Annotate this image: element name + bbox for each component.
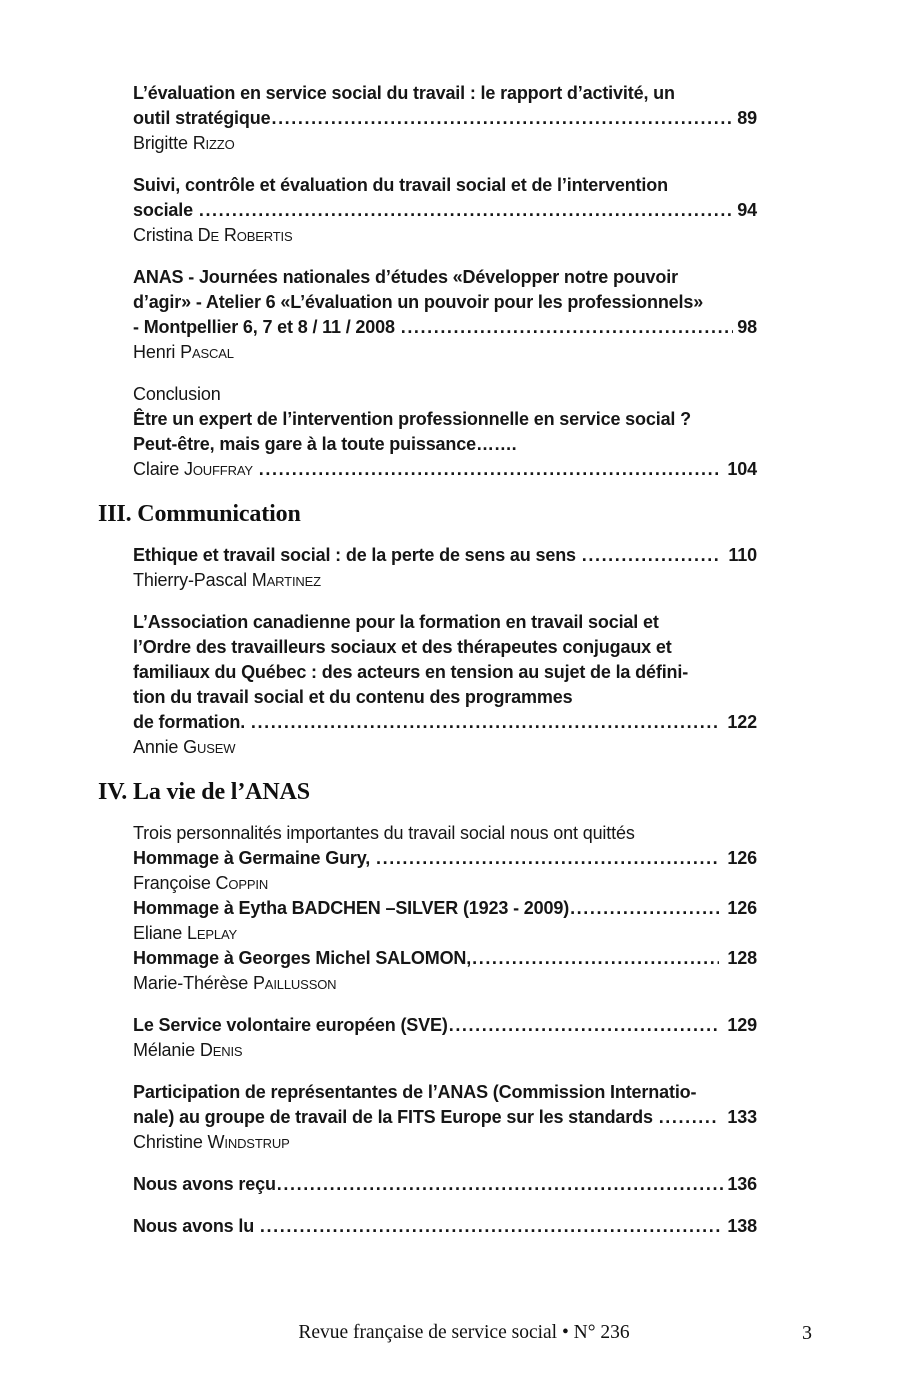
line-text: L’évaluation en service social du travail : le rapport d’activité, un bbox=[133, 83, 675, 103]
toc-title-line bbox=[133, 946, 757, 971]
toc-entry bbox=[133, 1214, 757, 1239]
toc-entry bbox=[133, 382, 757, 482]
toc-entry bbox=[133, 81, 757, 156]
toc-entry bbox=[133, 265, 757, 365]
dot-leader bbox=[401, 315, 734, 340]
toc-title-line bbox=[133, 1013, 757, 1038]
line-text: Marie-Thérèse Paillusson bbox=[133, 973, 337, 993]
toc-plain-line bbox=[133, 131, 757, 156]
toc-entry bbox=[133, 821, 757, 996]
line-text: familiaux du Québec : des acteurs en tension au sujet de la défini- bbox=[133, 662, 689, 682]
dot-leader bbox=[449, 1013, 719, 1038]
section-heading: IV. La vie de l’ANAS bbox=[98, 779, 310, 805]
page-number: 126 bbox=[722, 848, 757, 868]
toc-title-line bbox=[133, 81, 757, 106]
line-text: Françoise Coppin bbox=[133, 873, 269, 893]
dot-leader bbox=[582, 543, 720, 568]
line-text: Ethique et travail social : de la perte de sens au sens bbox=[133, 545, 581, 565]
line-text: Suivi, contrôle et évaluation du travail social et de l’intervention bbox=[133, 175, 668, 195]
toc-title-line bbox=[133, 896, 757, 921]
line-text: Henri Pascal bbox=[133, 342, 234, 362]
page-number: 94 bbox=[737, 200, 757, 220]
toc-title-line bbox=[133, 315, 757, 340]
page-number: 126 bbox=[727, 898, 757, 918]
toc-title-line bbox=[133, 635, 757, 660]
page-number: 129 bbox=[722, 1015, 757, 1035]
line-text: sociale bbox=[133, 200, 198, 220]
toc-title-line bbox=[133, 543, 757, 568]
line-text: Nous avons lu bbox=[133, 1216, 259, 1236]
toc-title-line bbox=[133, 1105, 757, 1130]
line-text: Mélanie Denis bbox=[133, 1040, 243, 1060]
toc bbox=[98, 81, 757, 1256]
line-text: tion du travail social et du contenu des programmes bbox=[133, 687, 573, 707]
toc-title-line bbox=[133, 106, 757, 131]
toc-title-line bbox=[133, 290, 757, 315]
line-text: Être un expert de l’intervention professionnelle en service social ? bbox=[133, 409, 691, 429]
dot-leader bbox=[259, 457, 719, 482]
dot-leader bbox=[659, 1105, 719, 1130]
page-number: 98 bbox=[737, 317, 757, 337]
page-number: 128 bbox=[722, 948, 757, 968]
line-text: Trois personnalités importantes du travail social nous ont quittés bbox=[133, 823, 635, 843]
page-number: 122 bbox=[722, 712, 757, 732]
line-text: Thierry-Pascal Martinez bbox=[133, 570, 321, 590]
dot-leader bbox=[199, 198, 733, 223]
page-number: 89 bbox=[737, 108, 757, 128]
toc-entry bbox=[133, 1080, 757, 1155]
line-text: Eliane Leplay bbox=[133, 923, 238, 943]
toc-plain-line bbox=[133, 1130, 757, 1155]
toc-entry bbox=[133, 173, 757, 248]
dot-leader bbox=[260, 1214, 723, 1239]
toc-title-line bbox=[133, 265, 757, 290]
toc-plain-line bbox=[133, 457, 757, 482]
dot-leader bbox=[376, 846, 719, 871]
page-number: 133 bbox=[722, 1107, 757, 1127]
dot-leader bbox=[570, 896, 723, 921]
page-number: 104 bbox=[722, 459, 757, 479]
dot-leader bbox=[271, 106, 733, 131]
toc-plain-line bbox=[133, 971, 757, 996]
toc-plain-line bbox=[133, 223, 757, 248]
line-text: Annie Gusew bbox=[133, 737, 236, 757]
toc-title-line bbox=[133, 173, 757, 198]
line-text: Hommage à Georges Michel SALOMON, bbox=[133, 948, 472, 968]
line-text: Participation de représentantes de l’ANAS (Commission Internatio- bbox=[133, 1082, 697, 1102]
line-text: - Montpellier 6, 7 et 8 / 11 / 2008 bbox=[133, 317, 400, 337]
toc-plain-line bbox=[133, 1038, 757, 1063]
line-text: Claire Jouffray bbox=[133, 459, 253, 479]
toc-title-line bbox=[133, 846, 757, 871]
toc-entry bbox=[133, 543, 757, 593]
toc-entry bbox=[133, 1172, 757, 1197]
line-text: de formation. bbox=[133, 712, 250, 732]
line-text: Conclusion bbox=[133, 384, 221, 404]
line-text: Cristina De Robertis bbox=[133, 225, 293, 245]
line-text: Le Service volontaire européen (SVE) bbox=[133, 1015, 448, 1035]
journal-title: Revue française de service social • N° 236 bbox=[298, 1322, 630, 1343]
line-text: ANAS - Journées nationales d’études «Développer notre pouvoir bbox=[133, 267, 678, 287]
line-text: nale) au groupe de travail de la FITS Europe sur les standards bbox=[133, 1107, 658, 1127]
toc-plain-line bbox=[133, 821, 757, 846]
toc-plain-line bbox=[133, 921, 757, 946]
toc-plain-line bbox=[133, 735, 757, 760]
toc-plain-line bbox=[133, 871, 757, 896]
page-number: 110 bbox=[723, 545, 757, 565]
line-text: d’agir» - Atelier 6 «L’évaluation un pouvoir pour les professionnels» bbox=[133, 292, 704, 312]
toc-title-line bbox=[133, 1172, 757, 1197]
line-text: Brigitte Rizzo bbox=[133, 133, 235, 153]
toc-title-line bbox=[133, 685, 757, 710]
line-text: Hommage à Germaine Gury, bbox=[133, 848, 376, 868]
toc-title-line bbox=[133, 1080, 757, 1105]
toc-title-line bbox=[133, 660, 757, 685]
page-footer bbox=[0, 1322, 916, 1344]
line-text: Peut-être, mais gare à la toute puissance……. bbox=[133, 434, 517, 454]
toc-title-line bbox=[133, 198, 757, 223]
toc-title-line bbox=[133, 407, 757, 432]
line-text: Christine Windstrup bbox=[133, 1132, 290, 1152]
page-number: 136 bbox=[727, 1174, 757, 1194]
line-text: l’Ordre des travailleurs sociaux et des thérapeutes conjugaux et bbox=[133, 637, 672, 657]
toc-entry bbox=[133, 610, 757, 760]
line-text: outil stratégique bbox=[133, 108, 271, 128]
section-heading: III. Communication bbox=[98, 501, 301, 527]
toc-title-line bbox=[133, 710, 757, 735]
toc-plain-line bbox=[133, 340, 757, 365]
folio-page-number: 3 bbox=[802, 1322, 812, 1344]
dot-leader bbox=[277, 1172, 724, 1197]
toc-title-line bbox=[133, 432, 757, 457]
toc-plain-line bbox=[133, 568, 757, 593]
line-text: L’Association canadienne pour la formation en travail social et bbox=[133, 612, 659, 632]
line-text: Nous avons reçu bbox=[133, 1174, 276, 1194]
page-number: 138 bbox=[727, 1216, 757, 1236]
line-text: Hommage à Eytha BADCHEN –SILVER (1923 - 2009) bbox=[133, 898, 570, 918]
toc-plain-line bbox=[133, 382, 757, 407]
toc-title-line bbox=[133, 1214, 757, 1239]
toc-entry bbox=[133, 1013, 757, 1063]
dot-leader bbox=[251, 710, 719, 735]
dot-leader bbox=[472, 946, 718, 971]
toc-title-line bbox=[133, 610, 757, 635]
